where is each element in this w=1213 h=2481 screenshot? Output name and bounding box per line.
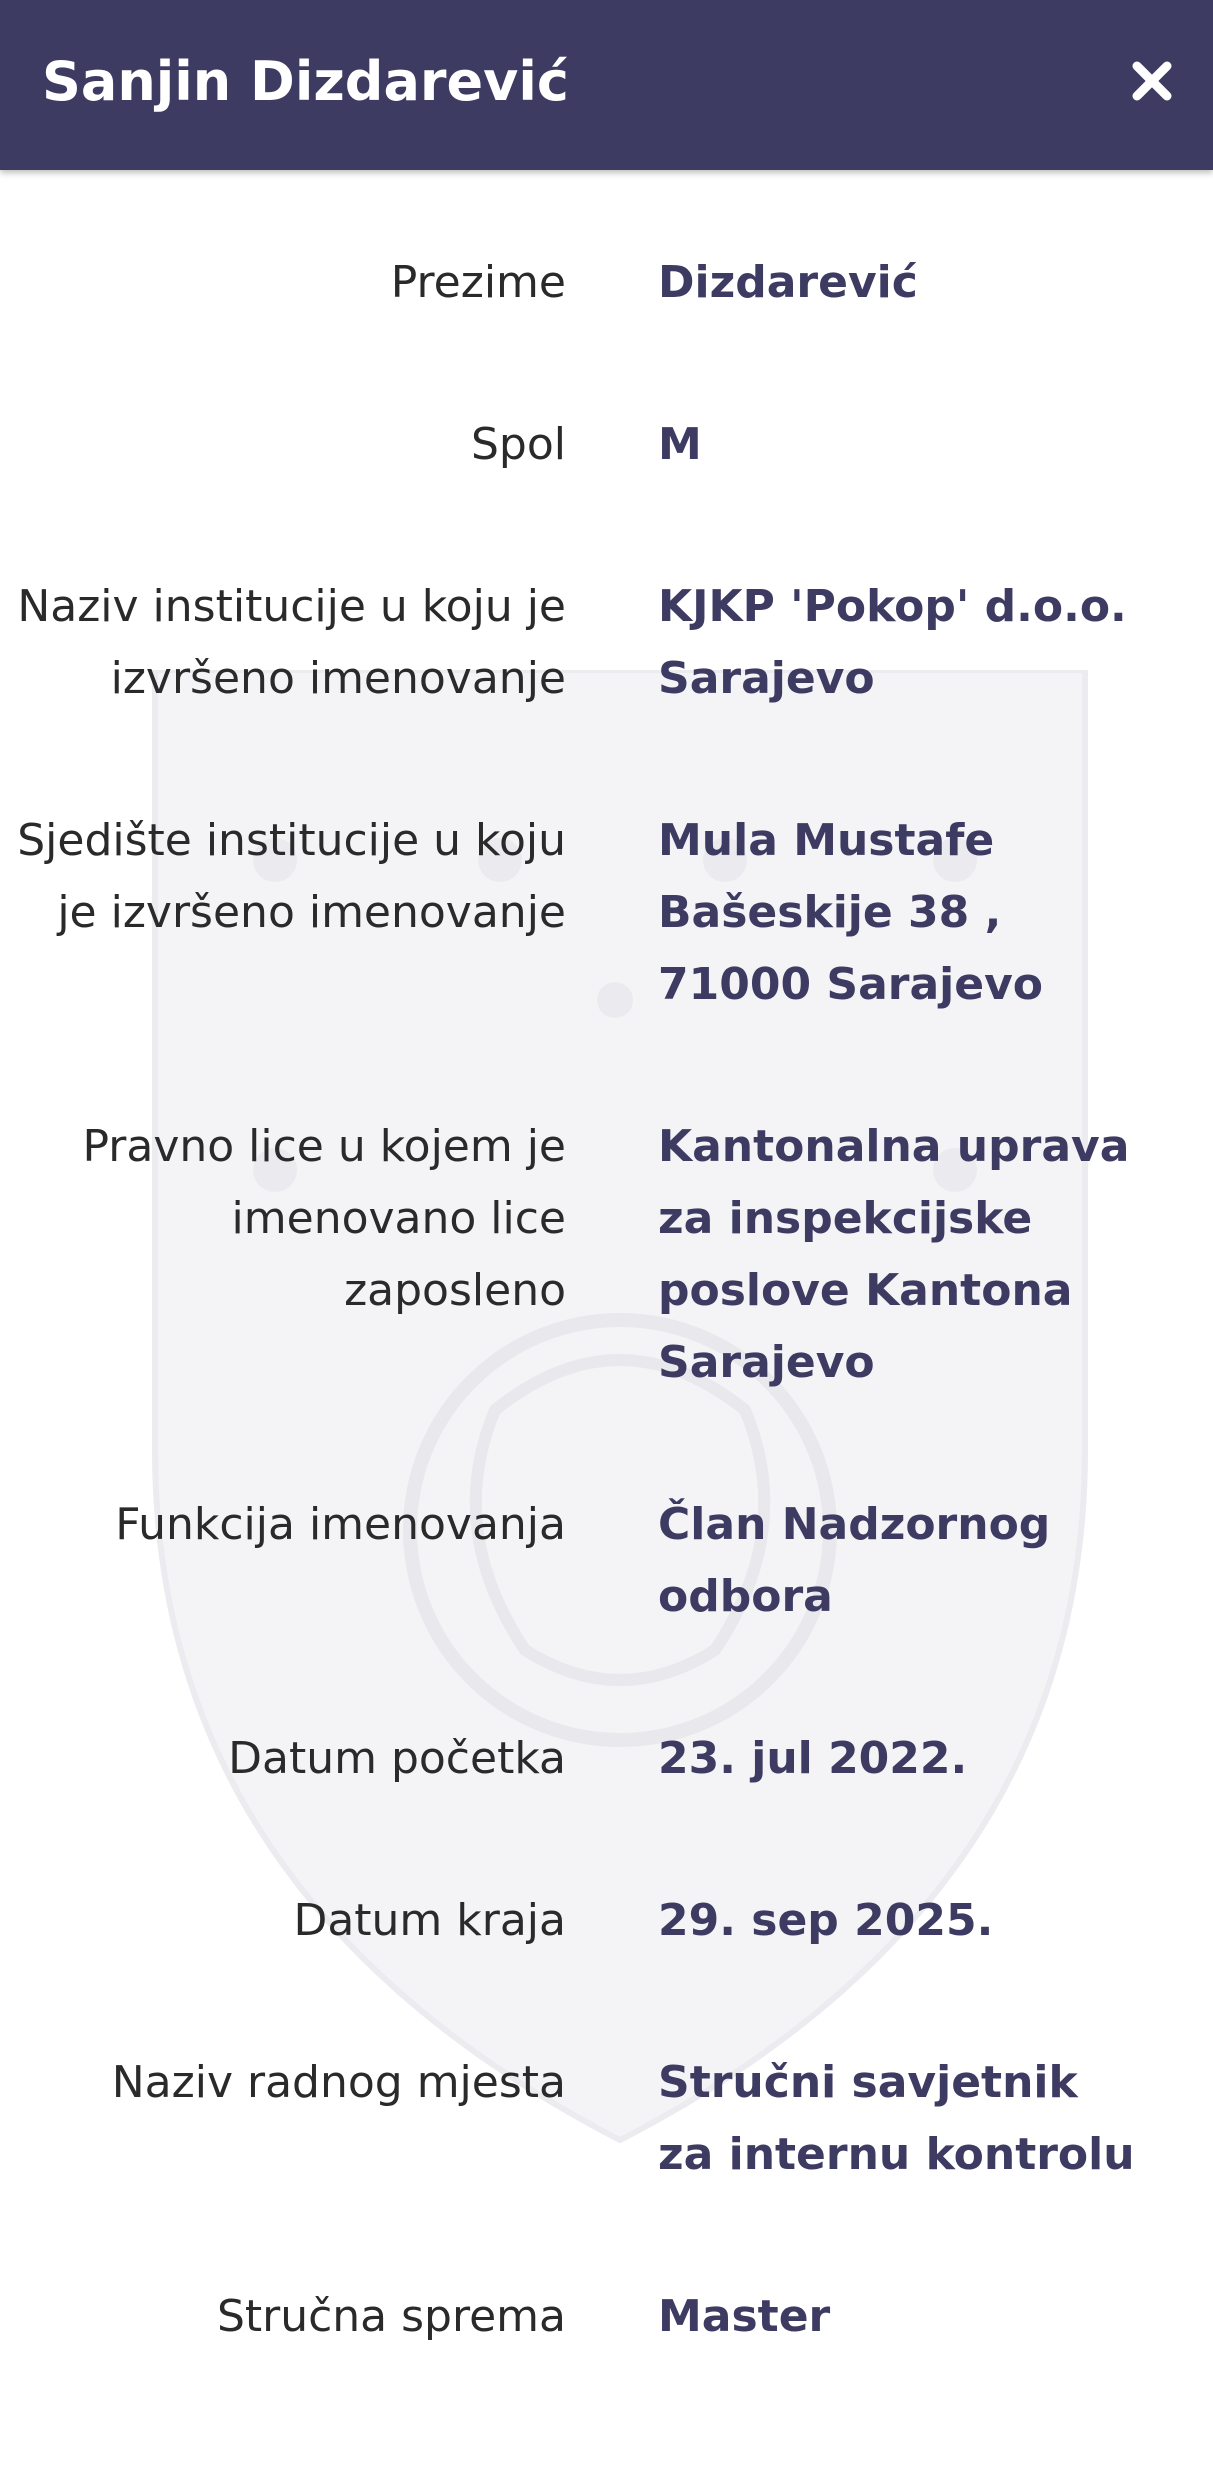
field-row-last-name	[0, 247, 1213, 319]
field-row-appointment-function	[0, 1489, 1213, 1633]
field-row-institution-name	[0, 571, 1213, 715]
field-value: Član Nadzornog odbora	[658, 1499, 1051, 1622]
field-label: Naziv radnog mjesta	[111, 2057, 566, 2108]
field-row-end-date	[0, 1885, 1213, 1957]
modal-title: Sanjin Dizdarević	[42, 50, 569, 113]
close-button[interactable]	[1121, 50, 1183, 112]
field-row-start-date	[0, 1723, 1213, 1795]
modal-body[interactable]	[0, 170, 1213, 2481]
field-value: Dizdarević	[658, 257, 918, 308]
field-label: Naziv institucije u koju je izvršeno imenovanje	[17, 581, 566, 704]
field-label: Spol	[470, 419, 566, 470]
close-icon	[1121, 50, 1183, 112]
field-label: Pravno lice u kojem je imenovano lice zaposleno	[82, 1121, 566, 1316]
field-value: M	[658, 419, 702, 470]
field-row-employer	[0, 1111, 1213, 1399]
field-row-gender	[0, 409, 1213, 481]
field-value: 23. jul 2022.	[658, 1733, 968, 1784]
field-label: Sjedište institucije u koju je izvršeno imenovanje	[17, 815, 566, 938]
field-row-qualification	[0, 2281, 1213, 2353]
field-value: Master	[658, 2291, 831, 2342]
field-value: Stručni savjetnik za internu kontrolu	[658, 2057, 1135, 2180]
field-label: Stručna sprema	[216, 2291, 566, 2342]
field-label: Datum početka	[228, 1733, 566, 1784]
modal-header	[0, 0, 1213, 170]
field-value: KJKP 'Pokop' d.o.o. Sarajevo	[658, 581, 1127, 704]
field-value: Mula Mustafe Bašeskije 38 , 71000 Sarajevo	[658, 815, 1043, 1010]
field-label: Datum kraja	[293, 1895, 566, 1946]
field-label: Prezime	[390, 257, 566, 308]
field-row-institution-seat	[0, 805, 1213, 1021]
field-value: Kantonalna uprava za inspekcijske poslove Kantona Sarajevo	[658, 1121, 1130, 1388]
field-label: Funkcija imenovanja	[115, 1499, 566, 1550]
field-value: 29. sep 2025.	[658, 1895, 994, 1946]
field-row-job-title	[0, 2047, 1213, 2191]
